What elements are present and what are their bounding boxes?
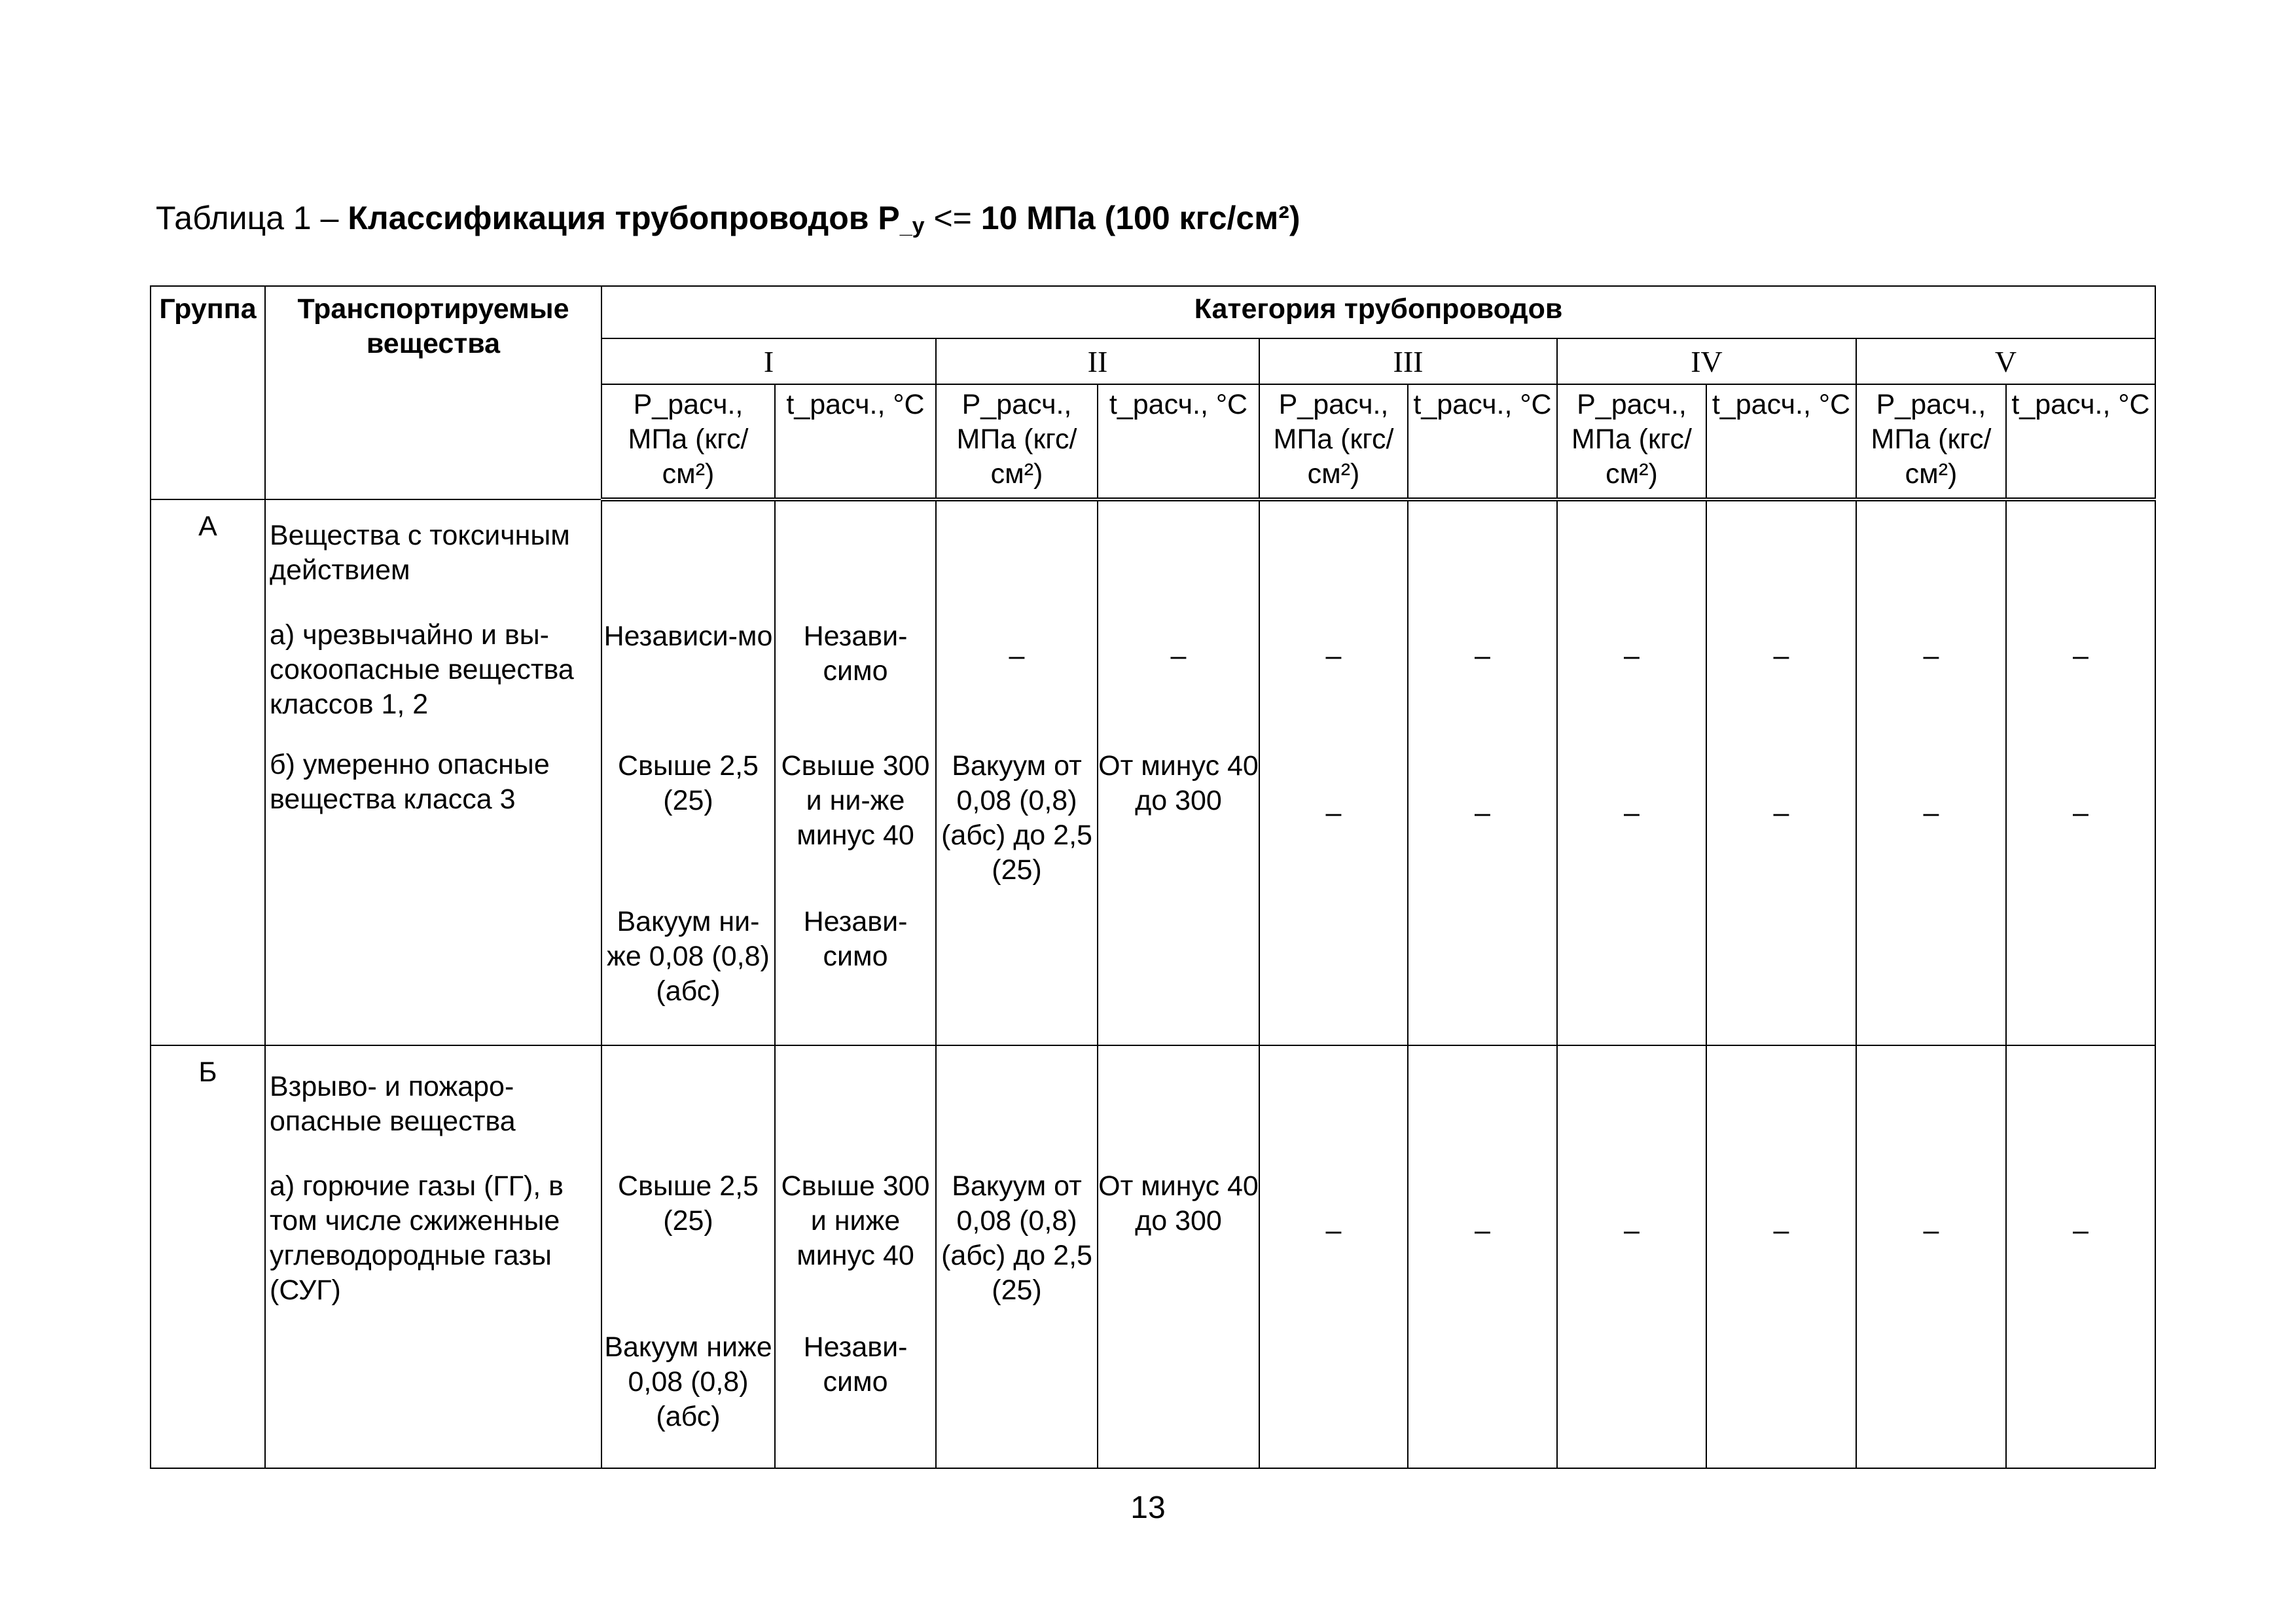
- value: Свыше 300 и ни-же минус 40: [781, 750, 930, 851]
- header-p-col: P_расч., МПа (кгс/см²): [936, 384, 1098, 499]
- caption-prefix: Таблица 1 –: [156, 200, 348, 236]
- table-caption: [156, 195, 1300, 249]
- group-a-sub-b: б) умеренно опасные вещества класса 3: [270, 749, 550, 815]
- value: Свыше 300 и ниже минус 40: [781, 1170, 930, 1271]
- group-a-label: А: [151, 499, 265, 1045]
- classification-table: [150, 285, 2156, 1469]
- group-b-cat2-t: [1098, 1045, 1259, 1468]
- header-category-v: V: [1856, 338, 2155, 384]
- header-category: Категория трубопроводов: [601, 286, 2155, 338]
- group-b-cat3-p: [1259, 1045, 1408, 1468]
- group-a-cat4-p: [1557, 499, 1706, 1045]
- header-t-col: t_расч., °C: [1408, 384, 1557, 499]
- header-category-ii: II: [936, 338, 1259, 384]
- value: От минус 40 до 300: [1098, 750, 1259, 816]
- caption-title: Классификация трубопроводов P: [348, 200, 900, 236]
- value: Незави-симо: [803, 621, 908, 687]
- group-b-cat2-p: [936, 1045, 1098, 1468]
- dash: –: [1624, 797, 1640, 829]
- group-b-cat5-t: [2006, 1045, 2155, 1468]
- header-t-col: t_расч., °C: [1098, 384, 1259, 499]
- header-p-col: P_расч., МПа (кгс/см²): [1856, 384, 2006, 499]
- dash: –: [1923, 640, 1939, 672]
- value: Независи-мо: [603, 621, 773, 652]
- header-p-col: P_расч., МПа (кгс/см²): [1259, 384, 1408, 499]
- group-a-cat5-t: [2006, 499, 2155, 1045]
- group-a-sub-a: а) чрезвычайно и вы-сокоопасные вещества классов 1, 2: [270, 619, 574, 720]
- header-t-col: t_расч., °C: [775, 384, 936, 499]
- table-row: [151, 499, 2155, 1045]
- group-a-cat3-p: [1259, 499, 1408, 1045]
- dash: –: [1624, 640, 1640, 672]
- group-b-cat3-t: [1408, 1045, 1557, 1468]
- group-a-cat1-t: [775, 499, 936, 1045]
- group-b-cat4-p: [1557, 1045, 1706, 1468]
- dash: –: [1624, 1215, 1640, 1246]
- group-a-cat5-p: [1856, 499, 2006, 1045]
- value: Вакуум ниже 0,08 (0,8) (абс): [604, 1331, 772, 1432]
- group-b-cat5-p: [1856, 1045, 2006, 1468]
- dash: –: [1325, 797, 1342, 829]
- dash: –: [1923, 1215, 1939, 1246]
- header-category-iii: III: [1259, 338, 1557, 384]
- header-t-col: t_расч., °C: [1706, 384, 1856, 499]
- group-a-cat2-t: [1098, 499, 1259, 1045]
- value: Незави-симо: [803, 1331, 908, 1398]
- dash: –: [1325, 1215, 1342, 1246]
- page-number: 13: [1130, 1490, 1166, 1525]
- caption-operator: <=: [924, 200, 981, 236]
- table-row: [151, 1045, 2155, 1468]
- value: Вакуум ни-же 0,08 (0,8) (абс): [607, 906, 770, 1007]
- caption-title-end: 10 МПа (100 кгс/см²): [980, 200, 1300, 236]
- value: Вакуум от 0,08 (0,8) (абс) до 2,5 (25): [941, 1170, 1092, 1306]
- group-a-cat2-p: [936, 499, 1098, 1045]
- header-group: Группа: [151, 286, 265, 499]
- dash: –: [1170, 640, 1187, 672]
- dash: –: [1773, 640, 1789, 672]
- dash: –: [1773, 1215, 1789, 1246]
- group-b-cat4-t: [1706, 1045, 1856, 1468]
- header-substances: Транспортируемые вещества: [265, 286, 601, 499]
- group-b-cat1-p: [601, 1045, 775, 1468]
- group-a-cat4-t: [1706, 499, 1856, 1045]
- value: Свыше 2,5 (25): [618, 750, 759, 816]
- caption-title-sub: _у: [899, 213, 925, 238]
- value: От минус 40 до 300: [1098, 1170, 1259, 1236]
- group-b-cat1-t: [775, 1045, 936, 1468]
- group-a-cat3-t: [1408, 499, 1557, 1045]
- value: Незави-симо: [803, 906, 908, 972]
- header-p-col: P_расч., МПа (кгс/см²): [601, 384, 775, 499]
- group-b-substances: [265, 1045, 601, 1468]
- group-b-label: Б: [151, 1045, 265, 1468]
- header-category-iv: IV: [1557, 338, 1856, 384]
- header-category-i: I: [601, 338, 936, 384]
- group-b-heading: Взрыво- и пожаро-опасные вещества: [270, 1071, 516, 1137]
- dash: –: [1923, 797, 1939, 829]
- dash: –: [2073, 640, 2089, 672]
- group-b-sub-a: а) горючие газы (ГГ), в том числе сжиженные углеводородные газы (СУГ): [270, 1170, 564, 1306]
- group-a-cat1-p: [601, 499, 775, 1045]
- value: Свыше 2,5 (25): [618, 1170, 759, 1236]
- group-a-substances: [265, 499, 601, 1045]
- dash: –: [1325, 640, 1342, 672]
- group-a-heading: Вещества с токсичным действием: [270, 520, 570, 586]
- dash: –: [1773, 797, 1789, 829]
- dash: –: [1475, 797, 1490, 829]
- header-p-col: P_расч., МПа (кгс/см²): [1557, 384, 1706, 499]
- dash: –: [2073, 797, 2089, 829]
- dash: –: [1475, 1215, 1490, 1246]
- value: Вакуум от 0,08 (0,8) (абс) до 2,5 (25): [941, 750, 1092, 886]
- dash: –: [1475, 640, 1490, 672]
- dash: –: [1009, 640, 1025, 672]
- header-t-col: t_расч., °C: [2006, 384, 2155, 499]
- dash: –: [2073, 1215, 2089, 1246]
